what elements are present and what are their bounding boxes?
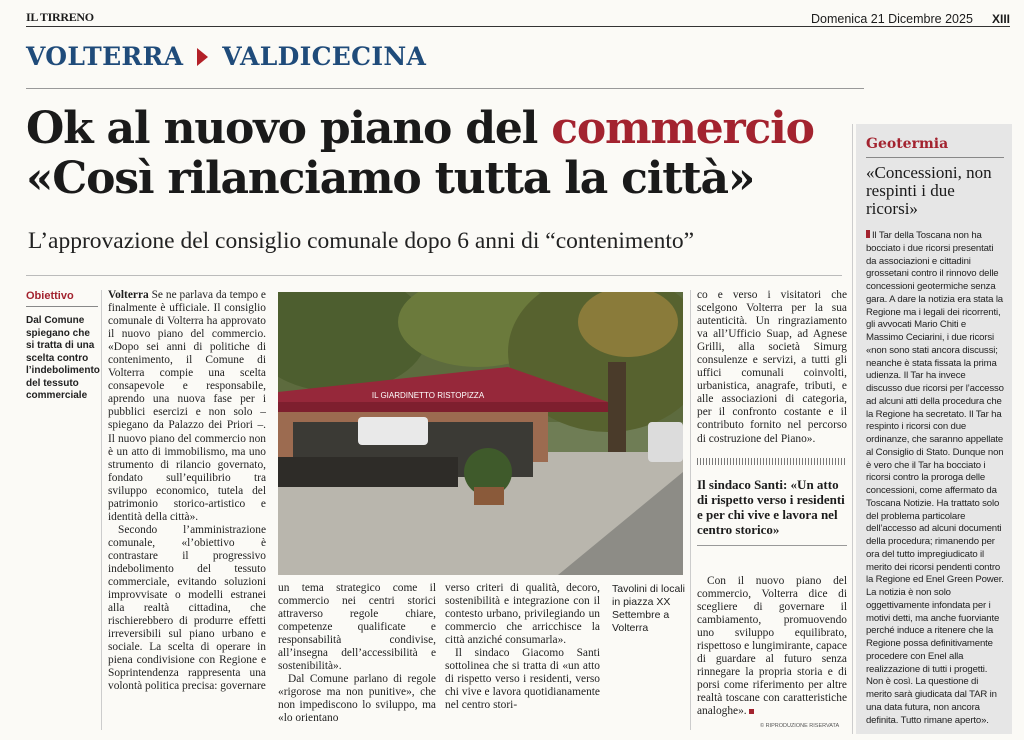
end-mark-icon: [749, 709, 754, 714]
col5-paragraph-1: co e verso i visitatori che scelgono Volterra per la sua autenticità. Un ringraziamento va all’Ufficio Suap, ad Agnese Grilli, alla società Simurg consulenze e servizi, a tutti gli uffici comunali coinvolti, urbanistica, anagrafe, tributi, e alle associazioni di categoria, per il confronto costante e il contributo fornito nel percorso di costruzione del Piano».: [697, 289, 847, 445]
column-divider: [690, 290, 691, 730]
article-column-2: [278, 582, 436, 726]
headline-accent: commercio: [551, 103, 814, 154]
article-column-6: [697, 575, 847, 719]
sidebar-mark-icon: [866, 230, 870, 238]
pull-quote-text: Il sindaco Santi: «Un atto di rispetto verso i residenti e per chi vive e lavora nel centro storico»: [697, 477, 845, 537]
col1-paragraph-1: [108, 289, 266, 524]
col1-text-1: Se ne parlava da tempo e finalmente è ufficiale. Il consiglio comunale di Volterra ha approvato il nuovo piano del commercio. «Dopo sei anni di politiche di contenimento, il Comune di Volterra compie una scelta consapevole e responsabile, aprendo una nuova fase per i pubblici esercizi e non solo – spiegano da Palazzo dei Priori –. Il nuovo piano del commercio non è un atto di immobilismo, ma uno strumento di rilancio governato, fondato sull’equilibrio tra sviluppo economico, tutela del patrimonio storico-artistico e identità della città».: [108, 289, 266, 523]
header-right: [811, 8, 1010, 27]
col6-paragraph-1: [697, 575, 847, 719]
headline-part1: Ok al nuovo piano del: [26, 103, 552, 154]
masthead: IL TIRRENO: [26, 10, 94, 24]
section-right: VALDICECINA: [222, 42, 427, 71]
pull-quote-rule: [697, 458, 847, 465]
article-column-5: [697, 289, 847, 446]
section-arrow-icon: [197, 48, 208, 66]
col6-text: Con il nuovo piano del commercio, Volterra dice di scegliere di governare il cambiamento, promuovendo uno sviluppo equilibrato, rispettoso e lungimirante, capace di guardare al futuro senza rinnegare la propria storia e di porsi come riferimento per altre realtà toscane con caratteristiche analoghe».: [697, 575, 847, 718]
page-number: XIII: [991, 12, 1010, 26]
section-title: [26, 42, 426, 71]
col2-paragraph-2: Dal Comune parlano di regole «rigorose ma non punitive», che non impediscono lo sviluppo, ma «lo orientano: [278, 673, 436, 725]
col2-paragraph-1: un tema strategico come il commercio nei centri storici attraverso regole chiare, competenze qualificate e responsabilità condivise, all’insegna dell’accessibilità e sostenibilità».: [278, 582, 436, 673]
subheadline: L’approvazione del consiglio comunale dopo 6 anni di “contenimento”: [28, 228, 695, 254]
column-divider: [852, 124, 853, 734]
headline-rule: [26, 275, 842, 276]
date: Domenica 21 Dicembre 2025: [811, 12, 973, 26]
dateline-lead: Volterra: [108, 289, 149, 301]
objective-text: Dal Comune spiegano che si tratta di una scelta contro l’indebolimento del tessuto commerciale: [26, 315, 100, 401]
pull-quote: [697, 458, 847, 546]
copyright-note: © RIPRODUZIONE RISERVATA: [760, 723, 840, 729]
photo-caption: Tavolini di locali in piazza XX Settembre a Volterra: [612, 583, 685, 634]
page-header: [26, 9, 1010, 27]
headline-line2: «Così rilanciamo tutta la città»: [26, 153, 755, 204]
article-photo: [278, 292, 683, 575]
article-column-1: [108, 289, 266, 693]
sidebar-title: «Concessioni, non respinti i due ricorsi»: [866, 163, 992, 218]
headline: [26, 104, 846, 204]
sidebar-text: Il Tar della Toscana non ha bocciato i due ricorsi presentati da associazioni e cittadini grossetani contro il rinnovo delle concessioni geotermiche senza gara. A dare la notizia era stata la Regione ma i legali dei ricorrenti, gli avvocati Mario Chiti e Massimo Ceciarini, i due ricorsi «non sono stati ancora discussi; neanche è stata fissata la prima udienza. Il Tar ha invece discusso due ricorsi per l’accesso ad alcuni atti della procedura che la Regione ha secretato. Il Tar ha respinto i ricorsi con due ordinanze, che saranno appellate al Consiglio di Stato. Dunque non è vero che il Tar ha bocciato i ricorsi contro la proroga delle concessioni, come affermato da Toscana Notizie. Ha trattato solo del problema particolare dell’accesso ad alcuni documenti della procedura; rimanendo per ora del tutto impregiudicato il merito dei ricorsi pendenti contro la Regione ed Enel Green Power. La notizia è non solo oggettivamente infondata per i motivi detti, ma anche fuorviante perché induce a ritenere che la Regione possa definitivamente procedere con Enel alla realizzazione di tutti i progetti. Non è così. La questione di merito sarà giudicata dal TAR in una data futura, non ancora definita. Tutto rimane aperto».: [866, 230, 1004, 726]
objective-box: [26, 290, 98, 403]
sidebar-body: [866, 230, 1004, 727]
objective-label: Obiettivo: [26, 290, 98, 307]
col1-paragraph-2: Secondo l’amministrazione comunale, «l’obiettivo è contrastare il progressivo indebolimento del tessuto commerciale, evitando soluzioni improvvisate o modelli estranei alla realtà cittadina, che rischierebbero di produrre effetti irreversibili sul piano urbano e sociale. La scelta di operare in piena condivisione con Regione e Soprintendenza rappresenta una volontà politica precisa: governare: [108, 523, 266, 693]
sidebar-box: [856, 124, 1012, 734]
sidebar-label: Geotermia: [866, 136, 1004, 158]
section-left: VOLTERRA: [26, 42, 184, 71]
photo-illustration: [278, 292, 683, 575]
col3-paragraph-1: verso criteri di qualità, decoro, sostenibilità e integrazione con il contesto urbano, privilegiando un commercio che arricchisce la città anziché consumarla».: [445, 582, 600, 647]
section-rule: [26, 88, 864, 89]
column-divider: [101, 290, 102, 730]
pull-quote-rule-bottom: [697, 545, 847, 546]
photo-sign: IL GIARDINETTO RISTOPIZZA: [371, 391, 485, 400]
col3-paragraph-2: Il sindaco Giacomo Santi sottolinea che si tratta di «un atto di rispetto verso i residenti, verso chi vive e lavora quotidianamente nel centro stori-: [445, 647, 600, 712]
article-column-3: [445, 582, 600, 712]
